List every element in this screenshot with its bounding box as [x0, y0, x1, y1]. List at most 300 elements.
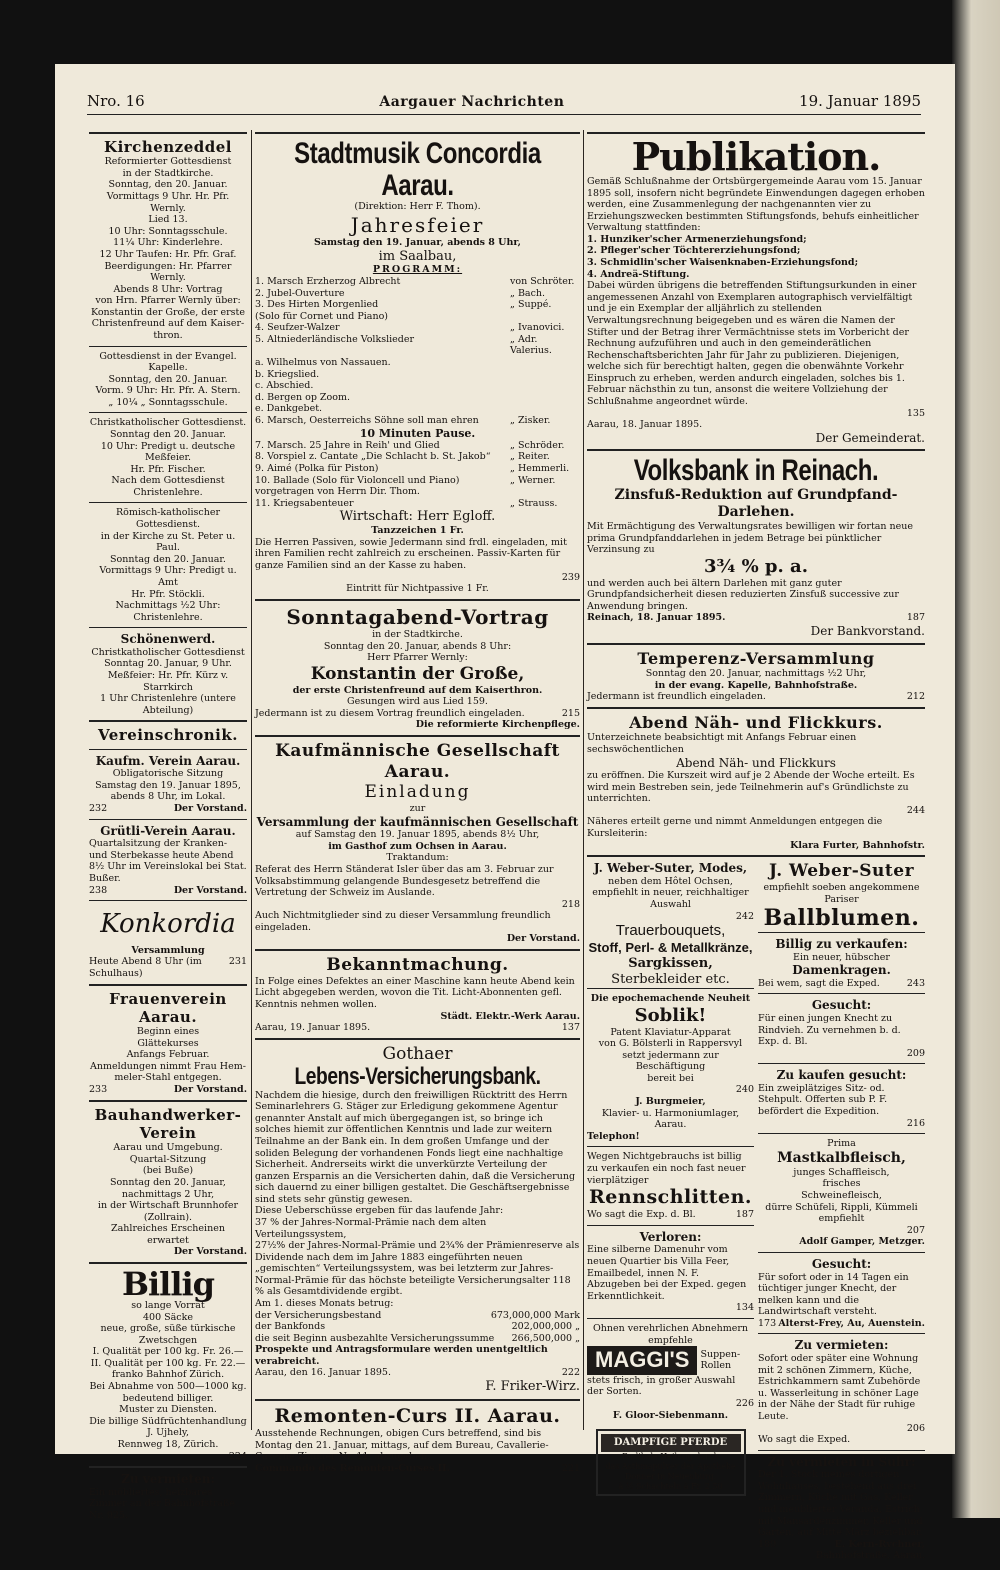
ad-number: 244: [906, 804, 925, 816]
list-line: abends 8 Uhr, im Lokal.: [110, 791, 226, 803]
list-line: 37 % der Jahres-Normal-Prämie nach dem alten Verteilungssystem,: [255, 1216, 487, 1240]
list-line: frisches: [822, 1178, 861, 1190]
ad-number: 189: [758, 1538, 777, 1550]
list-line: Reformierter Gottesdienst: [104, 156, 232, 168]
list-line: Nach dem Gottesdienst Christenlehre.: [111, 475, 225, 498]
handwritten-signature: Konkordia: [100, 909, 236, 940]
list-line: Sonntag den 20. Januar.: [110, 429, 226, 441]
rennschlitten-title: Rennschlitten.: [588, 1186, 753, 1209]
sonn-lied: Gesungen wird aus Lied 159.: [347, 696, 488, 708]
neuheit-title: Die epochemachende Neuheit: [590, 993, 751, 1005]
table-row: [255, 392, 580, 404]
ad-number: 216: [906, 1117, 925, 1129]
table-row: [255, 276, 580, 288]
signature: Alterst-Frey, Au, Auenstein.: [778, 1317, 925, 1329]
schoenenwerd-title: Schönenwerd.: [120, 632, 216, 647]
zu-kaufen-title: Zu kaufen gesucht:: [776, 1068, 907, 1083]
pub-text-2: Dabei würden übrigens die betreffenden Stiftungsurkunden in einer angemessenen Anzahl von Exemplaren autographisch vervielfältigt und je ein Exemplar der alljährlich zu stellenden Verwaltungsrechnung beigegeben und es wären die Namen der Stifter und der Betrag ihrer Vermächtnisse stets im Vorbericht der Rechnung aufzuführen und auch in den gemeinderätlichen Rechenschaftsberichten Jahr für Jahr zu publizieren. Diejenigen, welche sich für berechtigt halten, gegen die obenwähnte Vorkehr Einspruch zu erheben, werden andurch eingeladen, solches bis 1. Februar nächsthin zu tun, ansonst die weitere Vollziehung der Schlußnahme angeordnet würde.: [587, 280, 917, 407]
list-line: Römisch-katholischer Gottesdienst.: [115, 507, 221, 531]
tanz-label: Tanzzeichen 1 Fr.: [371, 525, 464, 537]
ad-number: 137: [561, 1022, 580, 1034]
list-line: Sonntag den 20. Januar,: [110, 1176, 226, 1188]
row-label: e. Dankgebet.: [255, 403, 323, 415]
list-line: Herr Pfarrer Wernly:: [367, 652, 468, 664]
gothaer-values: [255, 1310, 580, 1345]
row-value: [510, 369, 580, 381]
eintritt-label: Eintritt für Nichtpassive 1 Fr.: [346, 583, 489, 595]
signature-2: Bahnhofstraße, Aarau.: [815, 1550, 925, 1562]
einladung-title: Einladung: [364, 782, 471, 803]
bauhandwerker-title: Bauhandwerker-Verein: [94, 1105, 242, 1142]
list-line: Bei Abnahme von 500—1000 kg.: [89, 1381, 247, 1393]
row-label: (Solo für Cornet und Piano): [255, 310, 388, 322]
list-line: Zwetschgen: [138, 1334, 198, 1346]
gothaer-tail: Prospekte und Antragsformulare werden unentgeltlich verabreicht.: [255, 1344, 548, 1367]
list-line: 1. Hunziker'scher Armenerziehungsfond;: [587, 233, 807, 245]
list-line: empfiehlt in neuer, reichhaltiger: [592, 887, 749, 899]
list-line: in der Stadtkirche.: [122, 167, 214, 179]
list-line: Anmeldungen nimmt Frau Hem-: [90, 1060, 246, 1072]
nah-text: Unterzeichnete beabsichtigt mit Anfangs Februar einen sechswöchentlichen: [587, 732, 857, 755]
ad-number: 222: [561, 1367, 580, 1379]
list-line: 2. Pfleger'scher Töchtererziehungsfond;: [587, 245, 801, 257]
gothaer-date: Aarau, den 16. Januar 1895.: [255, 1367, 391, 1379]
remonten-title: Remonten-Curs II. Aarau.: [274, 1404, 561, 1427]
ad-number: 243: [906, 977, 925, 989]
kg-date: auf Samstag den 19. Januar 1895, abends 8½ Uhr,: [295, 829, 540, 841]
concordia-direction: (Direktion: Herr F. Thom).: [354, 201, 481, 212]
ad-number: 187: [735, 1209, 754, 1221]
row-label: 4. Seufzer-Walzer: [255, 322, 340, 334]
signature: E. Kern-Rychner,: [834, 1538, 925, 1550]
row-value: „ Hemmerli.: [510, 463, 570, 475]
ad-number: 209: [906, 1047, 925, 1059]
gesucht-1-title: Gesucht:: [811, 998, 872, 1013]
ad-number: 173: [758, 1317, 777, 1329]
renn-text: Wegen Nichtgebrauchs ist billig zu verkaufen ein noch fast neuer vierplätziger: [587, 1151, 746, 1186]
table-row: [255, 1321, 580, 1333]
vermieten-text: Ein möbliertes, heizbares Zimmer an der Bahnhofstraße Nr. 925.: [89, 1486, 236, 1521]
verm2-text: Sofort oder später eine Wohnung mit 2 schönen Zimmern, Küche, Estrichkammern samt Zubehörde u. Wasserleitung in schöner Lage in der Nähe der Stadt für ruhige Leute.: [758, 1353, 921, 1422]
list-line: 10 Uhr: Sonntagsschule.: [108, 225, 228, 237]
kauf-text: Ein zweiplätziges Sitz- od. Stehpult. Offerten sub P. F. befördert die Expedition.: [758, 1082, 888, 1118]
column-right: [587, 132, 925, 1562]
versammlung-time: Heute Abend 8 Uhr (im Schulhaus): [89, 956, 202, 979]
table-row: [255, 403, 580, 415]
kaufm-gesellschaft-title: Kaufmännische Gesellschaft Aarau.: [275, 740, 560, 782]
kirchenzeddel-title: Kirchenzeddel: [104, 138, 232, 156]
bv-list: [758, 952, 925, 964]
list-line: (bei Buße): [142, 1165, 194, 1177]
kg-text: Referat des Herrn Ständerat Isler über das am 3. Februar zur Volksabstimmung gelangende Bundesgesetz betreffend die Vertretung der Schweiz im Auslande.: [255, 864, 554, 899]
ballblumen-title: Ballblumen.: [763, 905, 920, 932]
ad-number: 224: [228, 1450, 247, 1462]
kaufm-verein-title: Kaufm. Verein Aarau.: [95, 753, 241, 768]
list-line: Nachmittags ½2 Uhr: Christenlehre.: [115, 600, 221, 623]
row-label: 7. Marsch. 25 Jahre in Reih' und Glied: [255, 439, 440, 451]
bv-exp: Bei wem, sagt die Exped.: [758, 977, 880, 989]
ad-number: 218: [561, 898, 580, 910]
newspaper-page: [55, 64, 955, 1562]
list-line: Sonntag den 20. Januar.: [110, 553, 226, 565]
temp-invite: Jedermann ist freundlich eingeladen.: [587, 691, 766, 703]
list-line: Obligatorische Sitzung: [112, 768, 224, 780]
schoenenwerd-list: [89, 647, 247, 716]
bv-item: Damenkragen.: [792, 963, 891, 978]
list-line: Die billige Südfrüchtenhandlung: [89, 1415, 247, 1427]
list-line: Vorm. 9 Uhr: Hr. Pfr. A. Stern.: [95, 385, 241, 397]
volksbank-title: Volksbank in Reinach.: [633, 454, 879, 488]
row-label: der Versicherungsbestand: [255, 1309, 382, 1321]
gothaer-bank-title: Lebens-Versicherungsbank.: [294, 1063, 541, 1091]
row-value: 202,000,000 „: [511, 1321, 580, 1333]
row-value: von Schröter.: [510, 275, 575, 287]
column-rule-1: [251, 130, 252, 1430]
row-value: 266,500,000 „: [511, 1332, 580, 1344]
ad-number: 226: [735, 1398, 754, 1410]
row-label: vorgetragen von Herrn Dir. Thom.: [255, 486, 420, 498]
list-line: Vormittags 9 Uhr. Hr. Pfr. Wernly.: [106, 191, 230, 214]
row-value: „ Schröder.: [510, 439, 565, 451]
list-line: Rennweg 18, Zürich.: [117, 1438, 219, 1450]
newspaper-title: Aargauer Nachrichten: [379, 94, 565, 110]
sonn-topic-sub: der erste Christenfreund auf dem Kaiserthron.: [292, 684, 543, 696]
ad-number: 215: [561, 707, 580, 719]
maggi-side: [700, 1349, 740, 1372]
list-line: 3. Schmidlin'scher Waisenknaben-Erziehungsfond;: [587, 257, 859, 269]
table-row: [255, 380, 580, 392]
ad-number: 212: [906, 691, 925, 703]
list-line: empfiehlt: [818, 1213, 865, 1225]
table-row: [255, 463, 580, 475]
list-line: Quartal-Sitzung: [129, 1153, 207, 1165]
mastkalbfleisch-title: Mastkalbfleisch,: [777, 1149, 906, 1166]
issue-number: Nro. 16: [87, 92, 145, 110]
row-label: d. Bergen op Zoom.: [255, 391, 350, 403]
prima-list: [758, 1167, 925, 1225]
table-row: [255, 357, 580, 369]
list-line: bereit bei: [647, 1072, 694, 1084]
concordia-title: Stadtmusik Concordia Aarau.: [294, 137, 541, 202]
list-line: Sonntag, den 20. Januar.: [108, 373, 228, 385]
column-middle: [255, 132, 580, 1474]
bau-subtitle: Aarau und Umgebung.: [113, 1142, 223, 1154]
gruetli-title: Grütli-Verein Aarau.: [100, 823, 236, 838]
renn-exp: Wo sagt die Exp. d. Bl.: [587, 1209, 696, 1221]
row-value: [510, 380, 580, 392]
row-value: 673,000,000 Mark: [490, 1309, 580, 1321]
evang-block: [89, 346, 247, 413]
list-line: Vormittags 9 Uhr: Predigt u. Amt: [99, 565, 237, 588]
ad-number: 221: [561, 1462, 580, 1474]
list-line: Sonntag, den 20. Januar.: [108, 179, 228, 191]
list-line: 10 Uhr: Predigt u. deutsche Meßfeier.: [100, 440, 236, 464]
row-label: 6. Marsch, Oesterreichs Söhne soll man ehren: [255, 414, 479, 426]
billig-list: [89, 1300, 247, 1451]
list-line: empfiehlt soeben angekommene: [763, 881, 920, 893]
vermieten-suhr-title: Zu vermieten in Suhr:: [767, 1454, 916, 1469]
signature: Der Vorstand.: [173, 803, 247, 815]
publikation-title: Publikation.: [631, 134, 881, 179]
row-label: a. Wilhelmus von Nassauen.: [255, 357, 391, 369]
list-line: Radikale Heilung durch: [622, 1452, 719, 1462]
table-row: [255, 486, 580, 498]
temp-text: Sonntag den 20. Januar, nachmittags ½2 Uhr,: [645, 668, 867, 680]
list-line: von Hrn. Pfarrer Wernly über:: [95, 295, 241, 307]
list-line: Suppen-: [700, 1348, 741, 1360]
row-label: 1. Marsch Erzherzog Albrecht: [255, 275, 401, 287]
ad-number: 187: [906, 612, 925, 624]
list-line: Hr. Pfr. Fischer.: [130, 463, 206, 475]
verloren-title: Verloren:: [639, 1229, 702, 1244]
row-value: „ Strauss.: [510, 497, 558, 509]
concordia-date: Samstag den 19. Januar, abends 8 Uhr,: [314, 236, 521, 248]
kg-versammlung: Versammlung der kaufmännischen Gesellschaft: [256, 814, 579, 829]
sonn-topic: Konstantin der Große,: [310, 663, 525, 684]
list-line: Anfangs Februar.: [126, 1049, 210, 1061]
list-line: thron.: [153, 329, 183, 341]
list-line: 12 Uhr Taufen: Hr. Pfr. Graf.: [99, 248, 237, 260]
gesucht-2-title: Gesucht:: [811, 1256, 872, 1271]
vb-text: Mit Ermächtigung des Verwaltungsrates bewilligen wir fortan neue prima Grundpfanddarlehen in jedem Betrage bei pünktlicher Verzinsung zu: [587, 521, 914, 556]
row-value: „ Adr. Valerius.: [510, 333, 552, 357]
list-line: (Zollrain).: [143, 1211, 193, 1223]
vb-date: Reinach, 18. Januar 1895.: [587, 612, 726, 624]
table-row: [255, 288, 580, 300]
signature: Städt. Elektr.-Werk Aarau.: [440, 1010, 580, 1022]
bek-text: In Folge eines Defektes an einer Maschine kann heute Abend kein Licht abgegeben werden, wovon die Tit. Licht-Abonnenten gefl. Kenntnis nehmen wollen.: [255, 975, 575, 1010]
list-line: Meßfeier: Hr. Pfr. Kürz v. Starrkirch: [107, 670, 229, 693]
list-line: I. Qualität per 100 kg. Fr. 26.—: [92, 1346, 244, 1358]
list-line: das Asthmapulver der Apotheke Donner in Neuenburg.: [605, 1462, 736, 1481]
list-line: Glättekurses: [137, 1037, 199, 1049]
table-row: [255, 498, 580, 510]
table-row: [255, 1310, 580, 1322]
volksbank-subtitle: Zinsfuß-Reduktion auf Grundpfand-Darlehen.: [614, 486, 898, 520]
signature: Der Vorstand.: [173, 884, 247, 896]
ad-number: 233: [89, 1084, 108, 1096]
verm3-text: Der 1. Stock meines dortigen Wohnhauses, bestehend aus drei Zimmern, Küche mit Gas, Keller und meublierter Veranda, Estrich mit Mansardenzimmer, Keller und Garten, auf Mitte März beziehbar.: [758, 1469, 923, 1539]
list-line: Christkatholischer Gottesdienst: [91, 646, 245, 658]
table-row: [255, 440, 580, 452]
list-line: nachmittags 2 Uhr,: [121, 1188, 215, 1200]
neu-signature-2: Klavier- u. Harmoniumlager,: [601, 1107, 740, 1119]
list-line: 11¼ Uhr: Kinderlehre.: [113, 237, 223, 249]
row-label: 5. Altniederländische Volkslieder: [255, 333, 415, 345]
bekanntmachung-title: Bekanntmachung.: [326, 955, 509, 976]
list-line: dürre Schüfeli, Rippli, Kümmeli: [765, 1201, 918, 1213]
maggi-list: [587, 1323, 754, 1346]
page-edge: [952, 0, 1000, 1518]
row-value: „ Reiter.: [510, 451, 550, 463]
signature: Klara Furter, Bahnhofstr.: [790, 839, 925, 851]
frauenverein-title: Frauenverein Aarau.: [109, 989, 227, 1026]
pause-label: 10 Minuten Pause.: [359, 426, 476, 440]
ad-number: 135: [906, 407, 925, 419]
list-line: Muster zu Diensten.: [119, 1404, 217, 1416]
ad-left-column: [587, 861, 754, 1566]
temp-place: in der evang. Kapelle, Bahnhofstraße.: [654, 679, 858, 691]
row-label: 11. Kriegsabenteuer: [255, 497, 354, 509]
ws-sargkissen: Sargkissen,: [628, 956, 713, 972]
concordia-text: Die Herren Passiven, sowie Jedermann sind frdl. eingeladen, mit ihren Familien recht zahlreich zu erscheinen. Passiv-Karten für ganze Familien sind an der Kasse zu haben.: [255, 536, 567, 571]
concordia-place: im Saalbau,: [378, 248, 457, 264]
list-line: setzt jedermann zur Beschäftigung: [622, 1049, 719, 1073]
signature: Commando des Remonten-Curses II.: [255, 1462, 450, 1474]
list-line: 1 Uhr Christenlehre (untere Abteilung): [100, 693, 236, 716]
pub-text: Gemäß Schlußnahme der Ortsbürgergemeinde Aarau vom 15. Januar 1895 soll, insofern nicht begründete Einwendungen dagegen erhoben werden, eine Zusammenlegung der nachgenannten vier zu Erziehungszwecken bestimmten Stiftungsfonds, behufs einheitlicher Verwaltung stattfinden:: [587, 176, 925, 234]
list-line: II. Qualität per 100 kg. Fr. 22.—: [90, 1357, 246, 1369]
table-row: [255, 322, 580, 334]
row-label: 3. Des Hirten Morgenlied: [255, 299, 379, 311]
ws-list: [587, 876, 754, 911]
table-row: [255, 415, 580, 427]
list-line: bedeutend billiger.: [122, 1392, 214, 1404]
list-line: meler-Stahl entgegen.: [114, 1072, 222, 1084]
prima-title: Prima: [827, 1138, 856, 1150]
table-row: [255, 299, 580, 311]
list-line: neue, große, süße türkische: [100, 1323, 236, 1335]
verl-text: Eine silberne Damenuhr vom neuen Quartier bis Villa Feer, Emailbedel, innen N. F. Abzugeben bei der Exped. gegen Erkenntlichkeit.: [587, 1244, 747, 1302]
ad-number: 134: [735, 1302, 754, 1314]
signature: Der Vorstand.: [173, 1246, 247, 1258]
row-label: 8. Vorspiel z. Cantate „Die Schlacht b. St. Jakob“: [255, 451, 491, 463]
christkath-block: [89, 412, 247, 502]
list-line: in der Stadtkirche.: [372, 629, 463, 641]
sonn-invite: Jedermann ist zu diesem Vortrag freundlich eingeladen.: [255, 707, 525, 719]
list-line: Rollen: [700, 1360, 732, 1372]
ws-trauerbouquets: Trauerbouquets,: [615, 922, 726, 940]
row-value: [510, 392, 580, 404]
issue-date: 19. Januar 1895: [799, 92, 921, 110]
gothaer-title: Gothaer: [382, 1043, 453, 1064]
list-line: Diese Ueberschüsse ergeben für das laufende Jahr:: [255, 1205, 504, 1217]
frauen-list: [89, 1026, 247, 1084]
row-label: die seit Beginn ausbezahlte Versicherungssumme: [255, 1332, 495, 1344]
list-line: Zahlreiches Erscheinen erwartet: [111, 1223, 225, 1246]
sonntagabend-title: Sonntagabend-Vortrag: [286, 604, 549, 629]
list-line: junges Schaffleisch,: [793, 1166, 890, 1178]
nah-text-3: Näheres erteilt gerne und nimmt Anmeldungen entgegen die Kursleiterin:: [587, 816, 883, 840]
telephon-label: Telephon!: [587, 1130, 640, 1142]
list-line: empfehle: [648, 1334, 693, 1346]
neu-signature: J. Burgmeier,: [635, 1096, 706, 1108]
ad-number: 206: [906, 1422, 925, 1434]
weber-suter-title: J. Weber-Suter, Modes,: [593, 861, 748, 876]
nah-subtitle: Abend Näh- und Flickkurs: [676, 755, 836, 770]
list-line: Gottesdienst in der Evangel. Kapelle.: [99, 350, 237, 374]
list-line: Beginn eines: [136, 1026, 200, 1038]
gothaer-text: Nachdem die hiesige, durch den freiwilligen Rücktritt des Herrn Seminarlehrers G. Stäger zur Erledigung gekommene Agentur genannter Anstalt auf mich übergegangen ist, so bringe ich solches hiemit zur öffentlichen Kenntnis und lade zur weitern Teilnahme an der Bank ein. In dem großen Umfange und der soliden Belegung der vorhandenen Fonds liegt eine nachhaltige Sicherheit. Andrerseits wirkt die unverkürzte Verteilung der ganzen Ersparnis an die Versicherten dahin, daß die Versicherung sich dauernd zu einer billigen gestaltet. Die Geschäftsergebnisse sind stets sehr günstig gewesen.: [255, 1089, 576, 1205]
ad-right-column: [758, 861, 925, 1566]
list-line: 27½% der Jahres-Normal-Prämie und 2¾% der Prämienreserve als Dividende nach dem im Jahre 1883 eingeführten neuen „gemischten“ Verteilungssystem, was bei letzterm zur Jahres-Normal-Prämie für das höchste beteiligte Versicherungsalter 118 % als Gesamtdividende ergibt.: [255, 1240, 580, 1298]
billig-verkaufen-title: Billig zu verkaufen:: [775, 936, 908, 951]
row-value: „ Ivanovici.: [510, 322, 565, 334]
neu-signature-3: Aarau.: [654, 1119, 687, 1131]
ws-sterbekleider: Sterbekleider etc.: [611, 972, 730, 988]
page-header: [87, 92, 921, 115]
list-line: Christenfreund auf dem Kaiser-: [91, 318, 245, 330]
row-value: [510, 311, 580, 323]
maggi-signature: F. Gloor-Siebenmann.: [612, 1409, 729, 1421]
vermieten-2-title: Zu vermieten:: [794, 1338, 889, 1353]
table-row: [255, 334, 580, 357]
row-value: [510, 357, 580, 369]
kg-zur: zur: [409, 803, 426, 815]
ad-number: 242: [735, 910, 754, 922]
vb-text-2: und werden auch bei ältern Darlehen mit ganz guter Grundpfandsicherheit diesen reduzierten Zinsfuß successive zur Anwendung bringen.: [587, 577, 899, 612]
nah-text-2: zu eröffnen. Die Kurszeit wird auf je 2 Abende der Woche erteilt. Es wird mein Bestreben sein, jede Teilnehmerin auf's Gründlichste zu unterrichten.: [587, 770, 915, 805]
list-line: Ein neuer, hübscher: [793, 951, 890, 963]
sonn-list: [255, 629, 580, 664]
list-line: Lied 13.: [148, 214, 188, 226]
ad-number: 207: [906, 1224, 925, 1236]
signature: F. Friker-Wirz.: [485, 1379, 580, 1395]
list-line: in der Kirche zu St. Peter u. Paul.: [100, 530, 236, 554]
signature: Adolf Gamper, Metzger.: [799, 1236, 925, 1248]
maggi-text: stets frisch, in großer Auswahl der Sorten.: [587, 1374, 736, 1398]
bek-date: Aarau, 19. Januar 1895.: [255, 1022, 371, 1034]
list-line: so lange Vorrat: [131, 1300, 205, 1311]
list-line: Sonntag den 20. Januar, abends 8 Uhr:: [323, 640, 512, 652]
list-line: 400 Säcke: [142, 1311, 194, 1323]
verm2-exp: Wo sagt die Exped.: [758, 1434, 851, 1446]
list-line: 4. Andreä-Stiftung.: [587, 268, 690, 280]
signature: Der Vorstand.: [506, 933, 580, 945]
list-line: J. Ujhely,: [147, 1427, 189, 1439]
gruetli-text: Quartalsitzung der Kranken- und Sterbekasse heute Abend 8½ Uhr im Vereinslokal bei Stat. Bußer.: [89, 838, 247, 884]
pub-list: [587, 234, 925, 280]
row-label: 9. Aimé (Polka für Piston): [255, 463, 379, 475]
row-value: „ Werner.: [510, 474, 556, 486]
signature: Der Vorstand.: [173, 1084, 247, 1096]
neu-list: [587, 1027, 754, 1085]
signature: Die reformierte Kirchenpflege.: [415, 719, 580, 731]
row-value: [510, 486, 580, 498]
signature: Der Gemeinderat.: [815, 430, 925, 445]
dampfige-pferde-ad: [596, 1429, 746, 1496]
list-line: „ 10¼ „ Sonntagsschule.: [108, 396, 228, 408]
row-label: b. Kriegslied.: [255, 368, 320, 380]
soblik-title: Soblik!: [634, 1004, 707, 1026]
list-line: franko Bahnhof Zürich.: [111, 1369, 225, 1381]
list-line: Am 1. dieses Monats betrug:: [255, 1298, 394, 1310]
row-value: „ Zisker.: [510, 414, 551, 426]
weber-suter-2-title: J. Weber-Suter: [768, 861, 915, 882]
table-row: [255, 1333, 580, 1345]
maggi-logo: MAGGI'S: [587, 1346, 697, 1375]
list-line: à ½ Schachteln à Fr. 2.50: [618, 1481, 723, 1491]
kg-place: im Gasthof zum Ochsen in Aarau.: [328, 840, 507, 852]
list-line: Beerdigungen: Hr. Pfarrer Wernly.: [104, 260, 232, 284]
kirchen-list: [89, 156, 247, 341]
temperenz-title: Temperenz-Versammlung: [637, 648, 875, 668]
list-line: Schweinefleisch,: [801, 1190, 882, 1202]
ad-number: 239: [561, 571, 580, 583]
column-rule-2: [583, 130, 584, 1430]
table-row: [255, 369, 580, 381]
pub-date: Aarau, 18. Januar 1895.: [587, 419, 703, 431]
ad-number: 238: [89, 884, 108, 896]
list-line: Ohnen verehrlichen Abnehmern: [593, 1322, 748, 1334]
ws2-list: [758, 882, 925, 905]
gothaer-list: [255, 1205, 580, 1309]
roemisch-block: [89, 502, 247, 627]
row-label: 10. Ballade (Solo für Violoncell und Piano): [255, 474, 460, 486]
list-line: in der Wirtschaft Brunnhofer: [97, 1200, 239, 1212]
list-line: Abends 8 Uhr: Vortrag: [113, 283, 223, 295]
vermieten-title: Zu vermieten:: [121, 1472, 215, 1487]
